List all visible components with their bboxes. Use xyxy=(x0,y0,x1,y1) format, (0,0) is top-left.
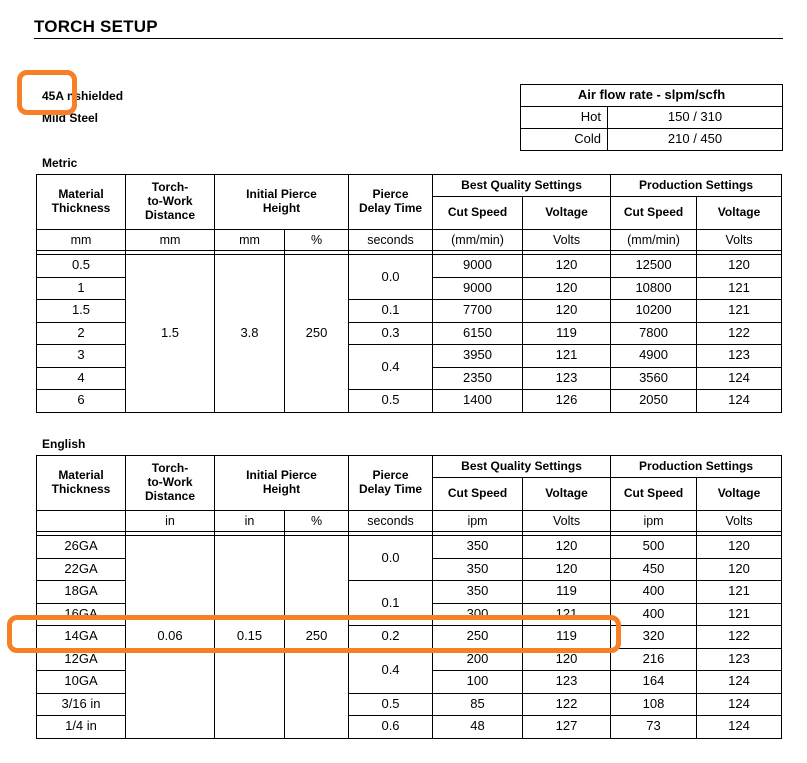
header-cut-speed: Cut Speed xyxy=(433,478,523,511)
unit-cell: % xyxy=(285,230,349,251)
unit-cell: in xyxy=(215,511,285,532)
pierce-delay-cell: 0.1 xyxy=(349,581,433,626)
bq-cut-speed-cell: 9000 xyxy=(433,277,523,300)
pr-voltage-cell: 122 xyxy=(697,322,782,345)
header-initial-pierce-line: Height xyxy=(262,201,301,215)
bq-voltage-cell: 120 xyxy=(523,558,611,581)
thickness-cell: 0.5 xyxy=(37,255,126,278)
pr-cut-speed-cell: 12500 xyxy=(611,255,697,278)
unit-cell: mm xyxy=(37,230,126,251)
process-line xyxy=(42,89,123,103)
header-material-thickness-line: Thickness xyxy=(51,201,111,215)
bq-cut-speed-cell: 48 xyxy=(433,716,523,739)
shield-label: nshielded xyxy=(67,89,124,103)
bq-cut-speed-cell: 200 xyxy=(433,648,523,671)
pierce-height-value: 0.15 xyxy=(215,536,285,739)
header-material-thickness xyxy=(37,175,126,230)
pr-cut-speed-cell: 164 xyxy=(611,671,697,694)
header-voltage: Voltage xyxy=(523,197,611,230)
unit-cell: Volts xyxy=(697,230,782,251)
pierce-height-value: 3.8 xyxy=(215,255,285,413)
page-title: TORCH SETUP xyxy=(34,17,158,36)
header-cut-speed: Cut Speed xyxy=(433,197,523,230)
torch-to-work-value: 0.06 xyxy=(126,536,215,739)
unit-cell: in xyxy=(126,511,215,532)
bq-cut-speed-cell: 7700 xyxy=(433,300,523,323)
thickness-cell: 10GA xyxy=(37,671,126,694)
pr-cut-speed-cell: 3560 xyxy=(611,367,697,390)
title-rule xyxy=(34,38,783,39)
header-pierce-delay-line: Delay Time xyxy=(358,482,423,496)
air-flow-cold-value: 210 / 450 xyxy=(608,129,783,151)
unit-cell: (mm/min) xyxy=(611,230,697,251)
thickness-cell: 3 xyxy=(37,345,126,368)
bq-voltage-cell: 119 xyxy=(523,626,611,649)
unit-cell: (mm/min) xyxy=(433,230,523,251)
amperage-label: 45A xyxy=(42,89,65,103)
thickness-cell: 1.5 xyxy=(37,300,126,323)
pierce-delay-cell: 0.0 xyxy=(349,255,433,300)
air-flow-cold-label: Cold xyxy=(521,129,608,151)
pr-cut-speed-cell: 400 xyxy=(611,603,697,626)
pr-cut-speed-cell: 216 xyxy=(611,648,697,671)
thickness-cell: 22GA xyxy=(37,558,126,581)
pr-voltage-cell: 124 xyxy=(697,367,782,390)
pierce-delay-cell: 0.1 xyxy=(349,300,433,323)
pr-cut-speed-cell: 4900 xyxy=(611,345,697,368)
bq-voltage-cell: 120 xyxy=(523,255,611,278)
thickness-cell: 18GA xyxy=(37,581,126,604)
pr-voltage-cell: 124 xyxy=(697,716,782,739)
english-label: English xyxy=(42,437,86,451)
thickness-cell: 6 xyxy=(37,390,126,413)
pierce-delay-cell: 0.4 xyxy=(349,345,433,390)
header-initial-pierce-line: Initial Pierce xyxy=(246,187,317,202)
header-torch-to-work-line: Torch- xyxy=(151,180,189,195)
unit-cell: ipm xyxy=(611,511,697,532)
bq-voltage-cell: 123 xyxy=(523,671,611,694)
unit-cell: seconds xyxy=(349,511,433,532)
table-row xyxy=(37,255,782,278)
pr-voltage-cell: 123 xyxy=(697,648,782,671)
header-cut-speed: Cut Speed xyxy=(611,197,697,230)
bq-voltage-cell: 120 xyxy=(523,536,611,559)
bq-cut-speed-cell: 85 xyxy=(433,693,523,716)
pr-voltage-cell: 121 xyxy=(697,581,782,604)
header-pierce-delay-line: Delay Time xyxy=(358,201,423,215)
pr-cut-speed-cell: 10800 xyxy=(611,277,697,300)
header-material-thickness-line: Material xyxy=(58,187,104,202)
pr-cut-speed-cell: 2050 xyxy=(611,390,697,413)
thickness-cell: 14GA xyxy=(37,626,126,649)
bq-cut-speed-cell: 100 xyxy=(433,671,523,694)
pr-voltage-cell: 121 xyxy=(697,300,782,323)
header-pierce-delay-line: Pierce xyxy=(372,187,409,202)
bq-cut-speed-cell: 250 xyxy=(433,626,523,649)
header-torch-to-work-line: Torch- xyxy=(151,461,189,476)
bq-voltage-cell: 119 xyxy=(523,322,611,345)
unit-cell: Volts xyxy=(697,511,782,532)
header-pierce-delay xyxy=(349,456,433,511)
english-cut-chart xyxy=(36,455,782,739)
pr-voltage-cell: 124 xyxy=(697,693,782,716)
pr-voltage-cell: 121 xyxy=(697,603,782,626)
header-production: Production Settings xyxy=(611,456,782,478)
air-flow-hot-value: 150 / 310 xyxy=(608,107,783,129)
pr-voltage-cell: 123 xyxy=(697,345,782,368)
pr-cut-speed-cell: 320 xyxy=(611,626,697,649)
pr-cut-speed-cell: 73 xyxy=(611,716,697,739)
bq-cut-speed-cell: 3950 xyxy=(433,345,523,368)
bq-voltage-cell: 120 xyxy=(523,277,611,300)
pr-cut-speed-cell: 400 xyxy=(611,581,697,604)
air-flow-table xyxy=(520,84,783,151)
thickness-cell: 1 xyxy=(37,277,126,300)
pierce-delay-cell: 0.2 xyxy=(349,626,433,649)
pr-voltage-cell: 124 xyxy=(697,390,782,413)
table-row xyxy=(37,536,782,559)
header-best-quality: Best Quality Settings xyxy=(433,456,611,478)
header-initial-pierce-line: Height xyxy=(262,482,301,496)
pr-cut-speed-cell: 10200 xyxy=(611,300,697,323)
bq-cut-speed-cell: 2350 xyxy=(433,367,523,390)
bq-cut-speed-cell: 6150 xyxy=(433,322,523,345)
thickness-cell: 3/16 in xyxy=(37,693,126,716)
pr-cut-speed-cell: 7800 xyxy=(611,322,697,345)
pierce-delay-cell: 0.6 xyxy=(349,716,433,739)
bq-cut-speed-cell: 350 xyxy=(433,558,523,581)
metric-cut-chart xyxy=(36,174,782,413)
bq-cut-speed-cell: 350 xyxy=(433,581,523,604)
header-initial-pierce-line: Initial Pierce xyxy=(246,468,317,483)
header-voltage: Voltage xyxy=(523,478,611,511)
thickness-cell: 1/4 in xyxy=(37,716,126,739)
header-torch-to-work xyxy=(126,456,215,511)
header-material-thickness xyxy=(37,456,126,511)
pr-cut-speed-cell: 450 xyxy=(611,558,697,581)
air-flow-header: Air flow rate - slpm/scfh xyxy=(521,85,783,107)
pr-cut-speed-cell: 500 xyxy=(611,536,697,559)
bq-voltage-cell: 120 xyxy=(523,300,611,323)
header-pierce-delay-line: Pierce xyxy=(372,468,409,483)
unit-cell: ipm xyxy=(433,511,523,532)
thickness-cell: 2 xyxy=(37,322,126,345)
bq-voltage-cell: 121 xyxy=(523,603,611,626)
bq-cut-speed-cell: 350 xyxy=(433,536,523,559)
thickness-cell: 4 xyxy=(37,367,126,390)
pr-cut-speed-cell: 108 xyxy=(611,693,697,716)
thickness-cell: 12GA xyxy=(37,648,126,671)
bq-voltage-cell: 121 xyxy=(523,345,611,368)
header-initial-pierce xyxy=(215,175,349,230)
thickness-cell: 26GA xyxy=(37,536,126,559)
pr-voltage-cell: 121 xyxy=(697,277,782,300)
bq-voltage-cell: 123 xyxy=(523,367,611,390)
bq-voltage-cell: 126 xyxy=(523,390,611,413)
header-torch-to-work-line: to-Work xyxy=(147,475,193,490)
pr-voltage-cell: 122 xyxy=(697,626,782,649)
pierce-delay-cell: 0.3 xyxy=(349,322,433,345)
unit-cell: % xyxy=(285,511,349,532)
header-cut-speed: Cut Speed xyxy=(611,478,697,511)
header-material-thickness-line: Thickness xyxy=(51,482,111,496)
unit-cell: seconds xyxy=(349,230,433,251)
header-initial-pierce xyxy=(215,456,349,511)
unit-cell: Volts xyxy=(523,230,611,251)
header-voltage: Voltage xyxy=(697,197,782,230)
pierce-delay-cell: 0.4 xyxy=(349,648,433,693)
pierce-delay-cell: 0.5 xyxy=(349,693,433,716)
pierce-height-pct-value: 250 xyxy=(285,255,349,413)
header-pierce-delay xyxy=(349,175,433,230)
pr-voltage-cell: 120 xyxy=(697,255,782,278)
bq-cut-speed-cell: 300 xyxy=(433,603,523,626)
bq-voltage-cell: 127 xyxy=(523,716,611,739)
unit-cell xyxy=(37,511,126,532)
bq-voltage-cell: 120 xyxy=(523,648,611,671)
thickness-cell: 16GA xyxy=(37,603,126,626)
header-torch-to-work-line: to-Work xyxy=(147,194,193,209)
pierce-delay-cell: 0.5 xyxy=(349,390,433,413)
pierce-delay-cell: 0.0 xyxy=(349,536,433,581)
pr-voltage-cell: 120 xyxy=(697,558,782,581)
bq-voltage-cell: 122 xyxy=(523,693,611,716)
pr-voltage-cell: 120 xyxy=(697,536,782,559)
air-flow-hot-label: Hot xyxy=(521,107,608,129)
pr-voltage-cell: 124 xyxy=(697,671,782,694)
torch-to-work-value: 1.5 xyxy=(126,255,215,413)
bq-cut-speed-cell: 9000 xyxy=(433,255,523,278)
metric-label: Metric xyxy=(42,156,78,170)
header-best-quality: Best Quality Settings xyxy=(433,175,611,197)
header-torch-to-work-line: Distance xyxy=(144,207,196,222)
unit-cell: mm xyxy=(215,230,285,251)
bq-voltage-cell: 119 xyxy=(523,581,611,604)
header-material-thickness-line: Material xyxy=(58,468,104,483)
pierce-height-pct-value: 250 xyxy=(285,536,349,739)
header-voltage: Voltage xyxy=(697,478,782,511)
unit-cell: mm xyxy=(126,230,215,251)
header-production: Production Settings xyxy=(611,175,782,197)
material-label: Mild Steel xyxy=(42,111,99,125)
bq-cut-speed-cell: 1400 xyxy=(433,390,523,413)
unit-cell: Volts xyxy=(523,511,611,532)
header-torch-to-work xyxy=(126,175,215,230)
header-torch-to-work-line: Distance xyxy=(144,488,196,503)
